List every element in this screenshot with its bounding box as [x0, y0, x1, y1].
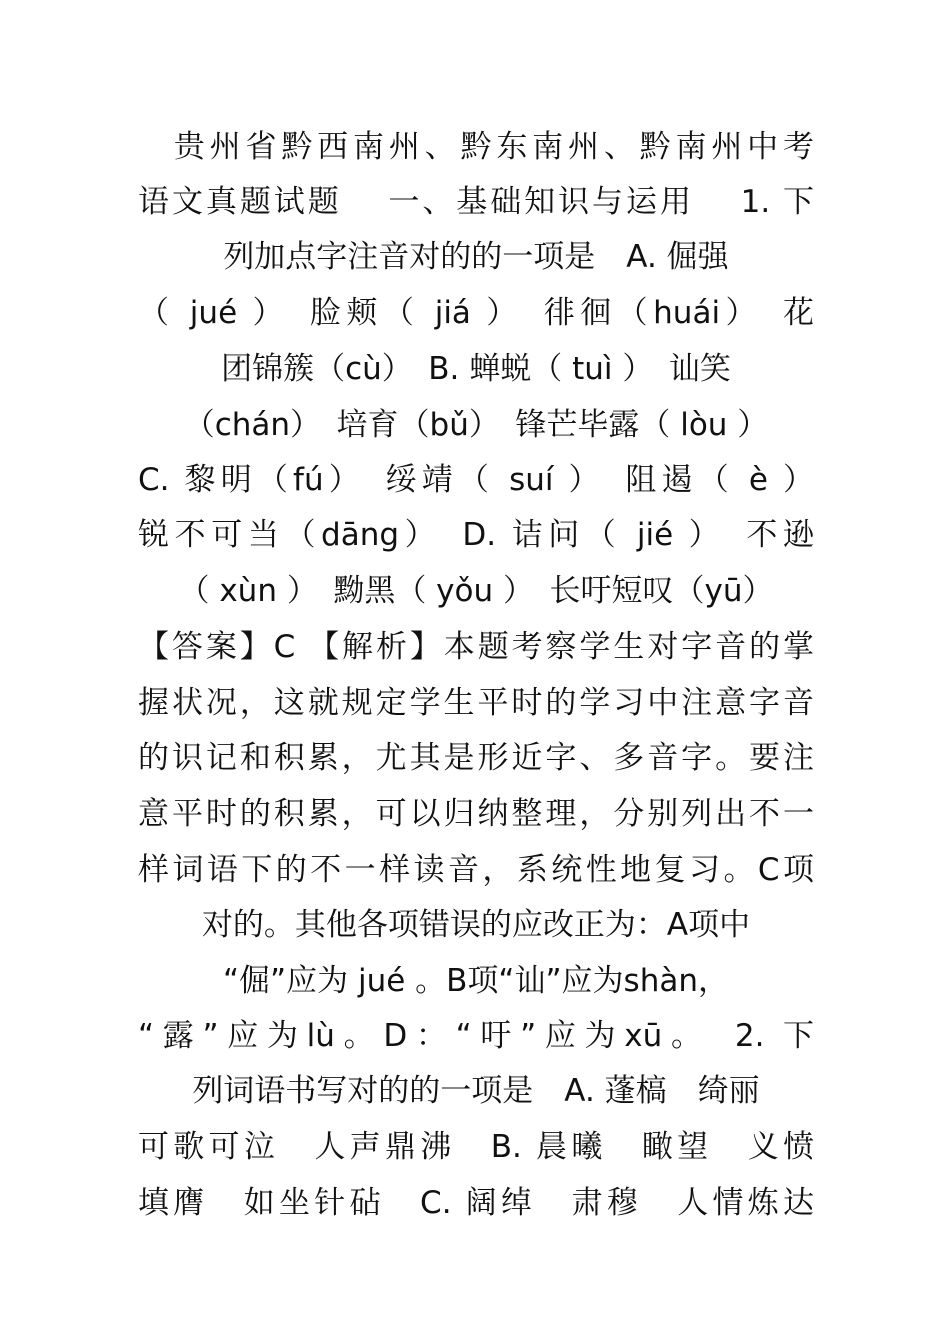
text-line-15: 对的。其他各项错误的应改正为：A项中 [201, 907, 751, 943]
text-line-14: 样词语下的不一样读音，系统性地复习。C项 [138, 852, 814, 888]
text-line-5: 团锦簇（cù） B. 蝉蜕（ tuì ） 讪笑 [221, 351, 731, 387]
text-line-9: （ xùn ） 黝黑（ yǒu ） 长吁短叹（yū） [178, 573, 774, 609]
text-line-20: 填膺 如坐针砧 C. 阔绰 肃穆 人情炼达 [138, 1185, 814, 1221]
text-line-8: 锐不可当（dāng） D. 诘问（ jié ） 不逊 [138, 517, 814, 553]
text-line-10: 【答案】C 【解析】本题考察学生对字音的掌 [138, 629, 814, 665]
text-line-4: （ jué ） 脸颊（ jiá ） 徘徊（huái） 花 [138, 295, 814, 331]
text-line-18: 列词语书写对的的一项是 A. 蓬槁 绮丽 [192, 1073, 760, 1109]
text-line-13: 意平时的积累，可以归纳整理，分别列出不一 [138, 796, 814, 832]
text-line-19: 可歌可泣 人声鼎沸 B. 晨曦 瞰望 义愤 [138, 1129, 814, 1165]
text-line-7: C. 黎明（fú） 绥靖（ suí ） 阻遏（ è ） [138, 462, 814, 498]
text-line-17: “露”应为lù。D：“吁”应为xū。 2. 下 [138, 1018, 814, 1054]
text-line-3: 列加点字注音对的的一项是 A. 倔强 [223, 239, 729, 275]
text-line-11: 握状况，这就规定学生平时的学习中注意字音 [138, 685, 814, 721]
text-line-12: 的识记和积累，尤其是形近字、多音字。要注 [138, 740, 814, 776]
text-line-6: （chán） 培育（bǔ） 锋芒毕露（ lòu ） [183, 407, 769, 443]
text-line-1: 贵州省黔西南州、黔东南州、黔南州中考 [138, 129, 814, 165]
text-line-16: “倔”应为 jué 。B项“讪”应为shàn， [223, 963, 729, 999]
text-line-2: 语文真题试题 一、基础知识与运用 1. 下 [138, 184, 814, 220]
